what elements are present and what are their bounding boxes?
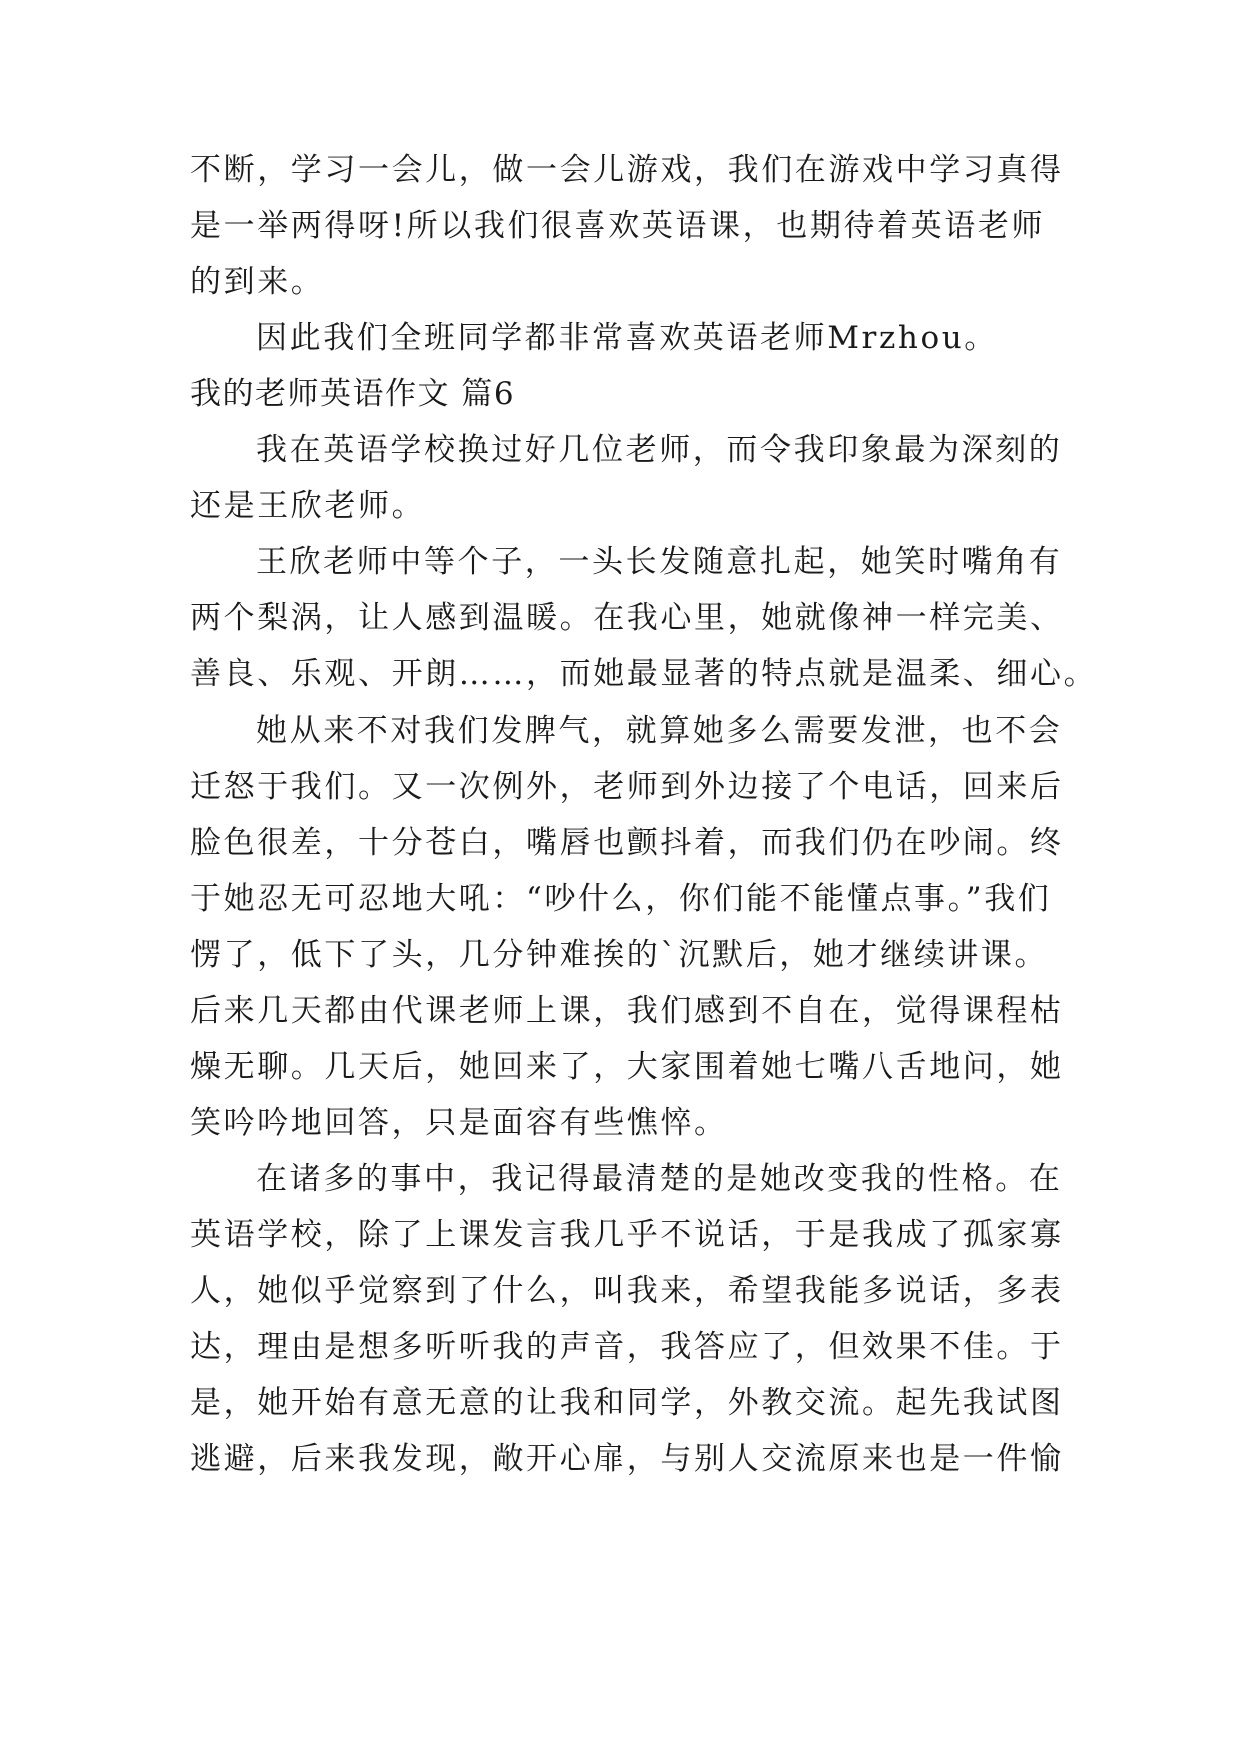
text-line: 在诸多的事中，我记得最清楚的是她改变我的性格。在	[256, 1161, 1063, 1197]
text-line: 人，她似乎觉察到了什么，叫我来，希望我能多说话，多表	[190, 1273, 1064, 1309]
text-line: 脸色很差，十分苍白，嘴唇也颤抖着，而我们仍在吵闹。终	[190, 825, 1064, 861]
text-line: 是一举两得呀!所以我们很喜欢英语课，也期待着英语老师	[190, 208, 1046, 244]
text-line: 不断，学习一会儿，做一会儿游戏，我们在游戏中学习真得	[190, 152, 1064, 188]
text-line: 英语学校，除了上课发言我几乎不说话，于是我成了孤家寡	[190, 1217, 1064, 1253]
text-line: 善良、乐观、开朗……，而她最显著的特点就是温柔、细心。	[190, 656, 1098, 692]
text-line: 于她忍无可忍地大吼：“吵什么，你们能不能懂点事。”我们	[190, 881, 1052, 917]
text-line: 她从来不对我们发脾气，就算她多么需要发泄，也不会	[256, 713, 1063, 749]
text-line: 迁怒于我们。又一次例外，老师到外边接了个电话，回来后	[190, 769, 1064, 805]
text-line: 还是王欣老师。	[190, 488, 426, 524]
text-line: 后来几天都由代课老师上课，我们感到不自在，觉得课程枯	[190, 993, 1064, 1029]
text-line: 笑吟吟地回答，只是面容有些憔悴。	[190, 1105, 728, 1141]
text-line: 达，理由是想多听听我的声音，我答应了，但效果不佳。于	[190, 1329, 1064, 1365]
text-line: 王欣老师中等个子，一头长发随意扎起，她笑时嘴角有	[256, 544, 1063, 580]
section-heading: 我的老师英语作文 篇6	[190, 376, 516, 412]
text-line: 是，她开始有意无意的让我和同学，外教交流。起先我试图	[190, 1385, 1064, 1421]
text-line: 两个梨涡，让人感到温暖。在我心里，她就像神一样完美、	[190, 600, 1064, 636]
text-line: 燥无聊。几天后，她回来了，大家围着她七嘴八舌地问，她	[190, 1049, 1064, 1085]
text-line: 我在英语学校换过好几位老师，而令我印象最为深刻的	[256, 432, 1063, 468]
text-line: 因此我们全班同学都非常喜欢英语老师Mrzhou。	[256, 320, 998, 356]
text-line: 的到来。	[190, 264, 325, 300]
text-line: 愣了，低下了头，几分钟难挨的`沉默后，她才继续讲课。	[190, 937, 1049, 973]
text-line: 逃避，后来我发现，敞开心扉，与别人交流原来也是一件愉	[190, 1441, 1064, 1477]
